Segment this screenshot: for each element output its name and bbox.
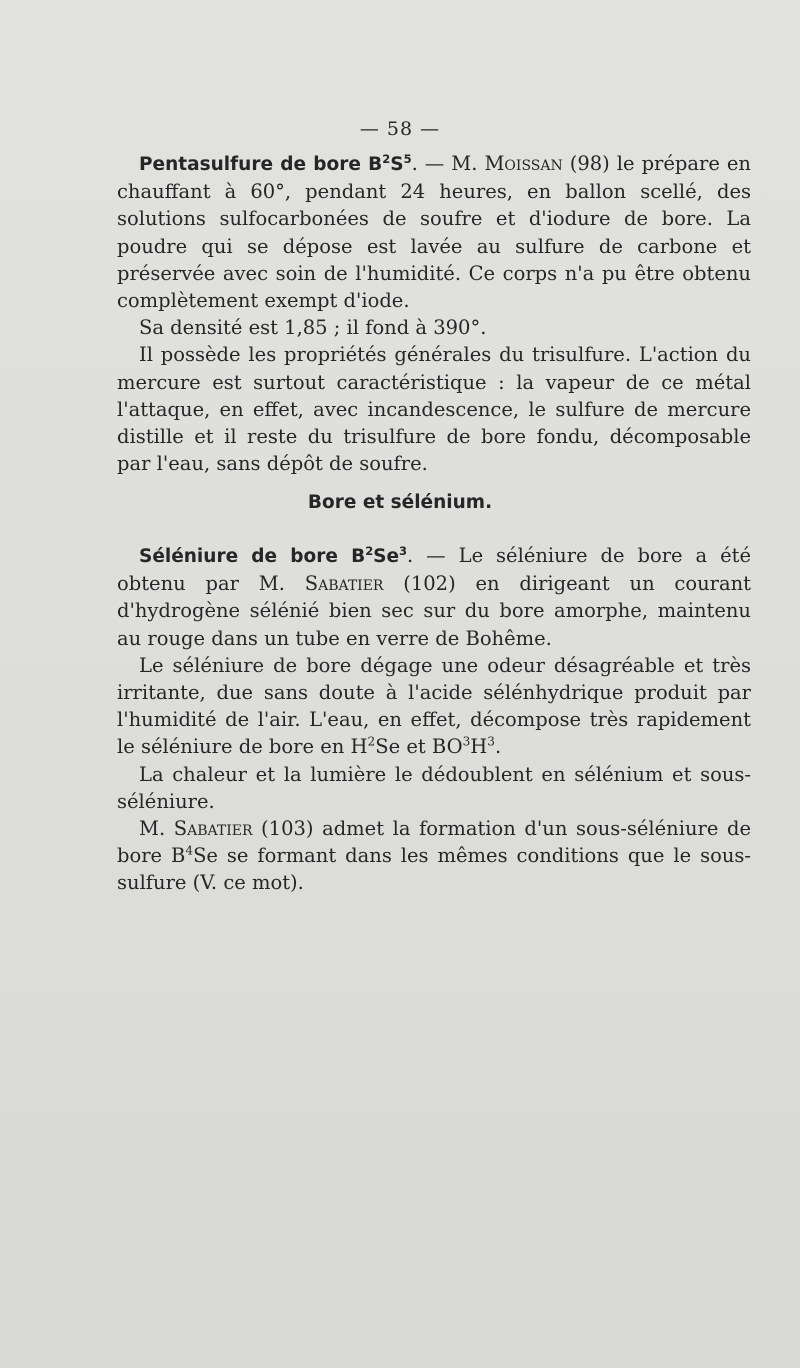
paragraph: Sa densité est 1,85 ; il fond à 390°. xyxy=(139,316,487,340)
author-name: Sabatier xyxy=(173,817,253,841)
paragraph: Il possède les propriétés générales du trisulfure. L'action du mercure est surtout caractéristique : la vapeur de ce métal l'attaque, en effet, avec incandescence, le sulfure de mercure distille et il reste du trisulfure de bore fondu, décomposable par l'eau, sans dépôt de soufre. xyxy=(117,343,751,476)
paragraph: Pentasulfure de bore $B^2S^5$. — M. Moissan (98) le prépare en chauffant à 60°, pendant 24 heures, en ballon scellé, des solutions sulfocarbonées de soufre et d'iodure de bore. La poudre qui se dépose est lavée au sulfure de carbone et préservée avec soin de l'humidité. Ce corps n'a pu être obtenu complètement exempt d'iode. xyxy=(117,151,751,313)
compound-title: Pentasulfure de bore $B^2S^5$ xyxy=(139,151,412,175)
page-number: — 58 — xyxy=(359,118,441,140)
author-name: Sabatier xyxy=(304,572,384,596)
compound-title: Séléniure de bore $B^2Se^3$ xyxy=(139,543,408,567)
section-seleniure xyxy=(117,542,751,897)
section-heading: Bore et sélénium. xyxy=(307,492,493,513)
paragraph: Le séléniure de bore dégage une odeur désagréable et très irritante, due sans doute à l'acide sélénhydrique produit par l'humidité de l'air. L'eau, en effet, décompose très rapidement le séléniure de bore en $H^2Se$ et $BO^3H^3$. xyxy=(117,653,751,759)
paragraph: M. Sabatier (103) admet la formation d'un sous-séléniure de bore $B^4Se$ se formant dans les mêmes conditions que le sous-sulfure (V. ce mot). xyxy=(117,817,751,895)
paragraph: Séléniure de bore $B^2Se^3$. — Le séléniure de bore a été obtenu par M. Sabatier (102) en dirigeant un courant d'hydrogène sélénié bien sec sur du bore amorphe, maintenu au rouge dans un tube en verre de Bohême. xyxy=(117,543,752,650)
author-name: Moissan xyxy=(484,152,563,175)
paragraph: La chaleur et la lumière le dédoublent en sélénium et sous-séléniure. xyxy=(117,762,751,813)
section-pentasulfure xyxy=(117,150,751,477)
